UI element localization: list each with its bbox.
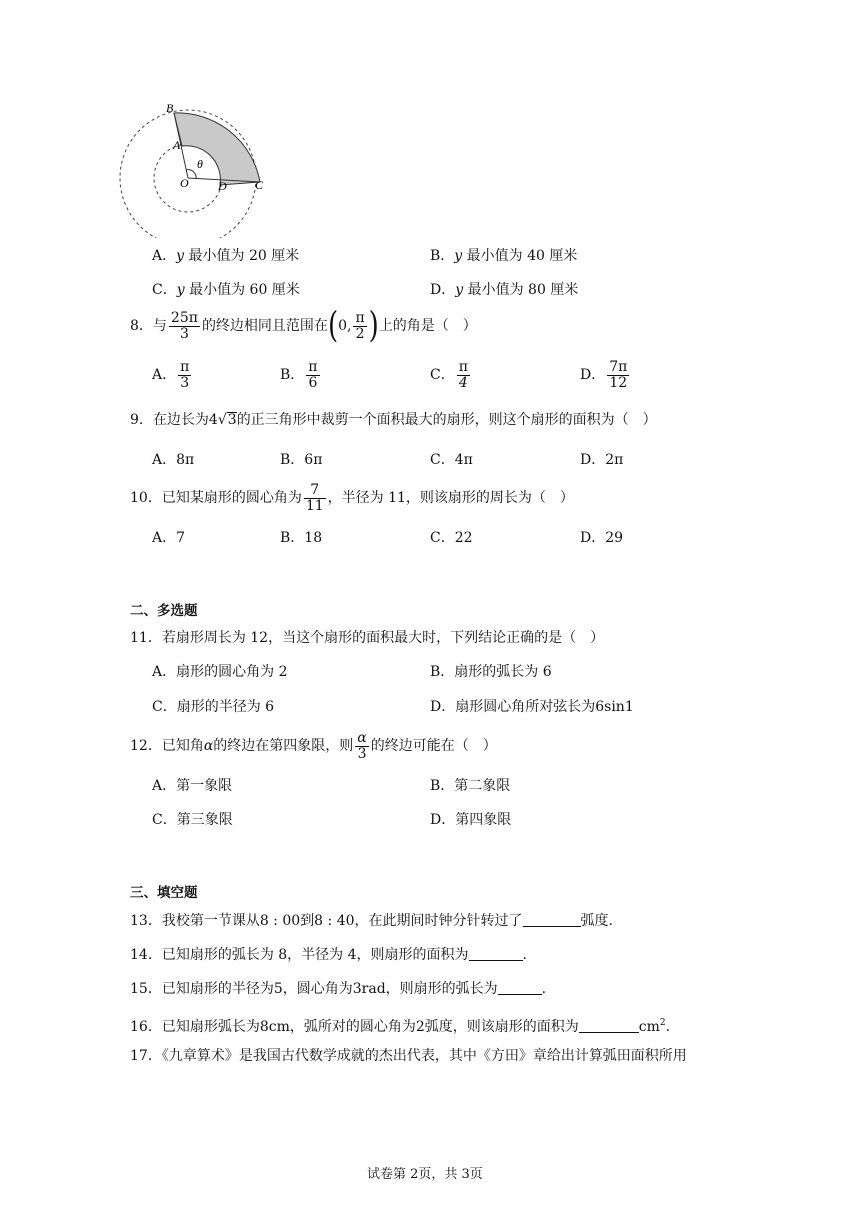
q7-option-d: D．y 最小值为 80 厘米: [430, 282, 579, 298]
q11-option-d: D．扇形圆心角所对弦长为6sin1: [430, 699, 634, 715]
q8-stem: 8．与 $\frac{25\pi}{3}$ 的终边相同且范围在(0, $\frac{\pi}{2}$ )上的角是（ ）: [130, 305, 477, 347]
section-heading-fill-in: 三、填空题: [130, 885, 198, 901]
q7-option-a: A．y 最小值为 20 厘米: [152, 248, 300, 264]
label-D: D: [218, 179, 227, 193]
q14: 14．已知扇形的弧长为 8，半径为 4，则扇形的面积为 .: [130, 947, 527, 963]
label-theta: θ: [197, 157, 203, 171]
q8-option-c: C． $\frac{\pi}{4}$: [430, 358, 468, 391]
q11-stem: 11．若扇形周长为 12，当这个扇形的面积最大时，下列结论正确的是（ ）: [130, 630, 605, 646]
q8-option-a: A． $\frac{\pi}{3}$: [152, 358, 190, 391]
q11-option-c: C．扇形的半径为 6: [152, 699, 275, 715]
q12-stem: 12．已知角α的终边在第四象限，则 $\frac{\alpha}{3}$ 的终边可能在（ ）: [130, 729, 497, 762]
q12-option-c: C．第三象限: [152, 812, 233, 828]
q11-option-a: A．扇形的圆心角为 2: [152, 664, 288, 680]
label-O: O: [180, 176, 189, 190]
q13-answer-blank[interactable]: [523, 912, 581, 927]
label-A: A: [173, 138, 181, 152]
q15-answer-blank[interactable]: [498, 980, 542, 995]
q10-option-a: A．7: [152, 530, 186, 546]
q17-stem: 17．《九章算术》是我国古代数学成就的杰出代表，其中《方田》章给出计算弧田面积所用: [130, 1048, 687, 1064]
q12-fraction: $\frac{\alpha}{3}$: [357, 729, 367, 762]
q8-fraction: $\frac{25\pi}{3}$: [170, 309, 198, 342]
section-heading-multiple-choice: 二、多选题: [130, 603, 198, 619]
q16: 16．已知扇形弧长为8cm，弧所对的圆心角为2弧度，则该扇形的面积为 $cm^2$.: [130, 1018, 671, 1035]
q10-option-b: B．18: [280, 530, 323, 546]
q11-option-b: B．扇形的弧长为 6: [430, 664, 552, 680]
q12-option-d: D．第四象限: [430, 812, 512, 828]
q13: 13．我校第一节课从8 : 00到8 : 40，在此期间时钟分针转过了 弧度.: [130, 913, 613, 929]
q7-option-c: C．y 最小值为 60 厘米: [152, 282, 300, 298]
q9-option-b: B．6π: [280, 452, 323, 468]
q8-interval-fraction: $\frac{\pi}{2}$: [355, 309, 365, 342]
q9-option-c: C．4π: [430, 452, 473, 468]
q8-option-b: B． $\frac{\pi}{6}$: [280, 358, 318, 391]
q12-option-b: B．第二象限: [430, 778, 511, 794]
q14-answer-blank[interactable]: [469, 946, 523, 961]
q15: 15．已知扇形的半径为5，圆心角为3rad，则扇形的弧长为 .: [130, 981, 547, 997]
q10-fraction: $\frac{7}{11}$: [305, 481, 324, 514]
label-C: C: [255, 178, 264, 192]
q9-option-d: D．2π: [580, 452, 624, 468]
q12-option-a: A．第一象限: [152, 778, 233, 794]
q9-stem: 9．在边长为4√3的正三角形中裁剪一个面积最大的扇形，则这个扇形的面积为（ ）: [130, 412, 657, 428]
q9-option-a: A．8π: [152, 452, 195, 468]
q16-answer-blank[interactable]: [579, 1018, 639, 1033]
q10-option-d: D．29: [580, 530, 624, 546]
page-footer: 试卷第 2页，共 3页: [367, 1167, 483, 1182]
sector-figure: [118, 98, 278, 238]
q8-option-d: D． $\frac{7\pi}{12}$: [580, 358, 628, 391]
q7-option-b: B．y 最小值为 40 厘米: [430, 248, 578, 264]
q10-option-c: C．22: [430, 530, 473, 546]
label-B: B: [166, 101, 174, 115]
q10-stem: 10．已知某扇形的圆心角为 $\frac{7}{11}$ ，半径为 11，则该扇形的周长为（ ）: [130, 481, 574, 514]
